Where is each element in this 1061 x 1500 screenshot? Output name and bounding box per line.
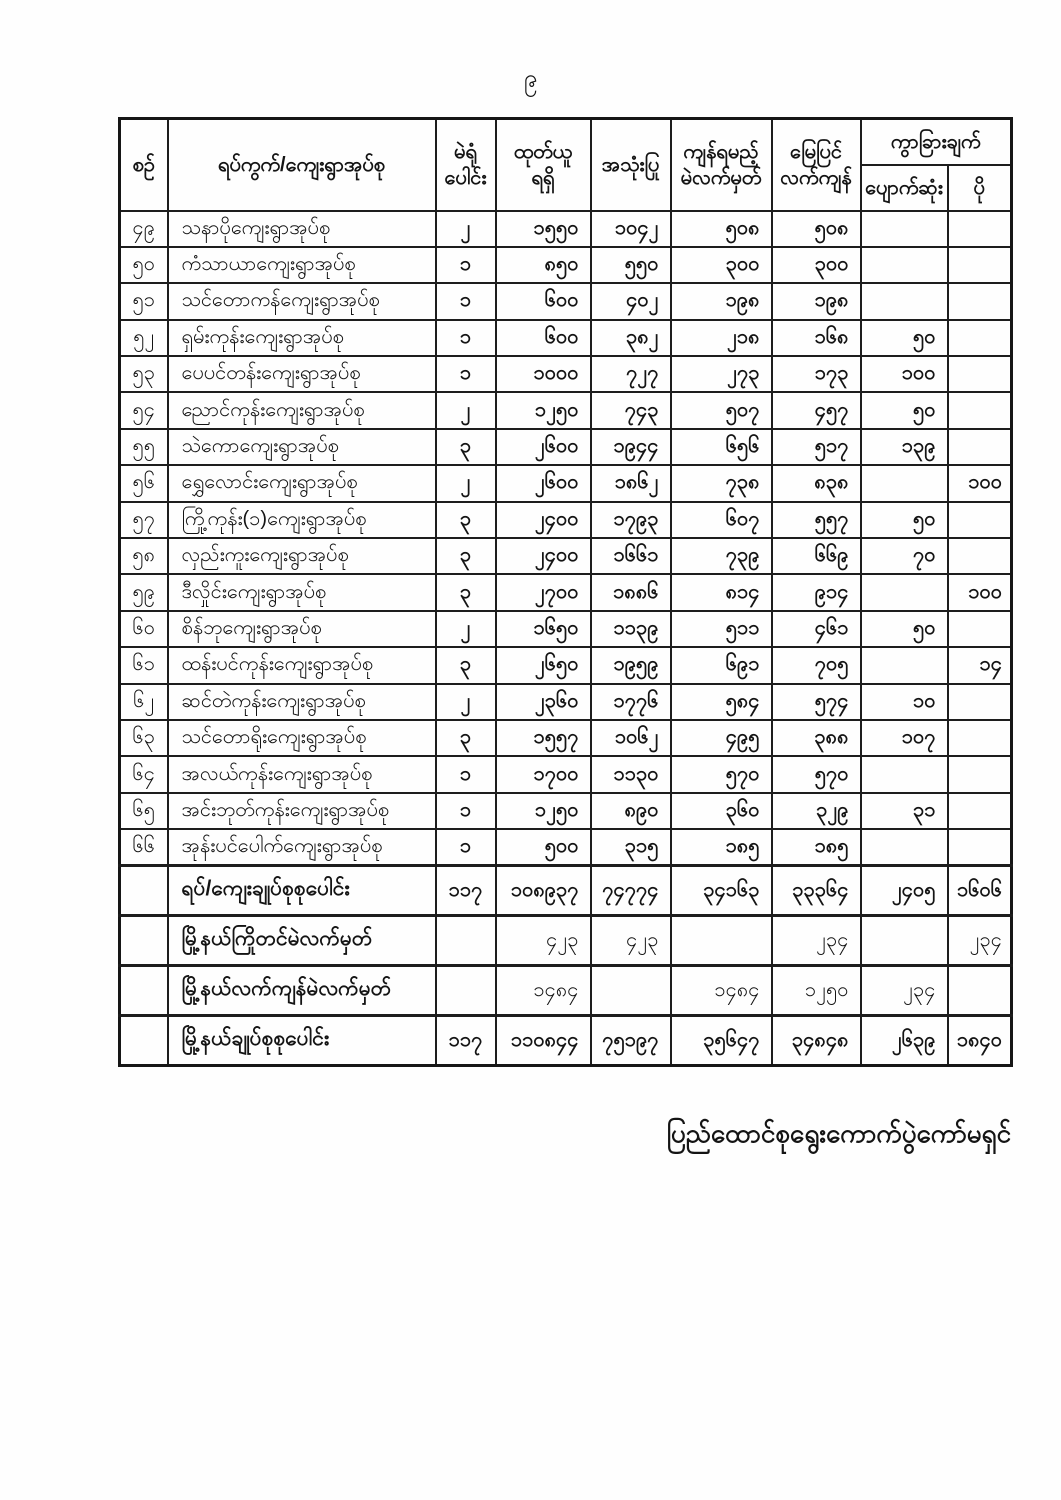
summary-label-cell: မြို့နယ်လက်ကျန်မဲလက်မှတ်	[168, 966, 436, 1016]
serial-no-cell: ၅၉	[120, 574, 168, 610]
summary-row	[120, 966, 1012, 1016]
table-row	[120, 356, 1012, 392]
table-body	[120, 211, 1012, 1066]
summary-label-cell: မြို့နယ်ချုပ်စုစုပေါင်း	[168, 1016, 436, 1066]
ballots-used-cell: ၃၁၅	[591, 829, 671, 865]
ballots-received-cell: ၁၆၅၀	[496, 611, 591, 647]
ballots-received-cell: ၆၀၀	[496, 320, 591, 356]
polling-stations-cell: ၂	[436, 211, 496, 247]
ground-balance-cell: ၃၂၉	[772, 793, 861, 829]
serial-no-cell: ၄၉	[120, 211, 168, 247]
village-tract-name-cell: ညောင်ကုန်းကျေးရွာအုပ်စု	[168, 392, 436, 428]
lost-cell: ၅၀	[861, 392, 948, 428]
extra-cell	[948, 392, 1012, 428]
lost-cell: ၁၃၉	[861, 429, 948, 465]
extra-cell	[948, 429, 1012, 465]
header-ballots-received-line2: ရရှိ	[531, 166, 555, 189]
ballots-received-cell: ၁၅၅၇	[496, 720, 591, 756]
ballots-remaining-total-cell: ၃၅၆၄၇	[671, 1016, 772, 1066]
serial-no-cell: ၅၃	[120, 356, 168, 392]
ballots-received-cell: ၁၂၅၀	[496, 392, 591, 428]
summary-row	[120, 916, 1012, 966]
serial-no-cell: ၅၈	[120, 538, 168, 574]
serial-no-cell: ၆၄	[120, 756, 168, 792]
header-polling-stations	[436, 119, 496, 211]
ballots-received-cell: ၁၀၀၀	[496, 356, 591, 392]
ground-balance-total-cell: ၁၂၅၀	[772, 966, 861, 1016]
ground-balance-cell: ၇၀၅	[772, 647, 861, 683]
table-row	[120, 684, 1012, 720]
polling-stations-cell: ၁	[436, 829, 496, 865]
polling-stations-cell: ၃	[436, 429, 496, 465]
ballots-used-cell: ၃၈၂	[591, 320, 671, 356]
table-row	[120, 211, 1012, 247]
ground-balance-cell: ၁၈၅	[772, 829, 861, 865]
village-tract-name-cell: အုန်းပင်ပေါက်ကျေးရွာအုပ်စု	[168, 829, 436, 865]
lost-cell: ၃၁	[861, 793, 948, 829]
ground-balance-cell: ၄၅၇	[772, 392, 861, 428]
extra-total-cell: ၁၈၄၀	[948, 1016, 1012, 1066]
ground-balance-total-cell: ၃၃၃၆၄	[772, 866, 861, 916]
lost-cell: ၇၀	[861, 538, 948, 574]
polling-stations-total-cell	[436, 916, 496, 966]
polling-stations-cell: ၂	[436, 611, 496, 647]
village-tract-name-cell: လှည်းကူးကျေးရွာအုပ်စု	[168, 538, 436, 574]
ground-balance-cell: ၄၆၁	[772, 611, 861, 647]
ballots-remaining-cell: ၆၅၆	[671, 429, 772, 465]
header-ballots-received	[496, 119, 591, 211]
summary-row	[120, 1016, 1012, 1066]
ground-balance-cell: ၃၀၀	[772, 247, 861, 283]
ballots-remaining-cell: ၂၇၃	[671, 356, 772, 392]
table-row	[120, 756, 1012, 792]
village-tract-name-cell: အင်းဘုတ်ကုန်းကျေးရွာအုပ်စု	[168, 793, 436, 829]
serial-no-cell: ၅၇	[120, 502, 168, 538]
table-row	[120, 283, 1012, 319]
serial-no-cell: ၆၁	[120, 647, 168, 683]
ballots-received-total-cell: ၄၂၃	[496, 916, 591, 966]
ground-balance-cell: ၁၉၈	[772, 283, 861, 319]
ballots-received-cell: ၁၂၅၀	[496, 793, 591, 829]
ballots-received-cell: ၂၄၀၀	[496, 502, 591, 538]
ballots-remaining-cell: ၅၀၇	[671, 392, 772, 428]
header-polling-stations-line1: မဲရုံ	[454, 140, 477, 163]
ground-balance-cell: ၈၃၈	[772, 465, 861, 501]
table-row	[120, 538, 1012, 574]
polling-stations-cell: ၂	[436, 392, 496, 428]
extra-cell: ၁၀၀	[948, 465, 1012, 501]
ballots-used-total-cell: ၇၄၇၇၄	[591, 866, 671, 916]
polling-stations-cell: ၃	[436, 574, 496, 610]
ballots-received-cell: ၅၀၀	[496, 829, 591, 865]
page-number: ၉	[523, 65, 538, 92]
ballots-used-cell: ၁၈၆၂	[591, 465, 671, 501]
ground-balance-cell: ၅၇၄	[772, 684, 861, 720]
ballots-remaining-cell: ၅၀၈	[671, 211, 772, 247]
ground-balance-cell: ၉၁၄	[772, 574, 861, 610]
polling-stations-cell: ၃	[436, 502, 496, 538]
ballots-received-cell: ၁၇၀၀	[496, 756, 591, 792]
ballots-received-cell: ၆၀၀	[496, 283, 591, 319]
polling-stations-cell: ၁	[436, 793, 496, 829]
village-tract-name-cell: ရွှေလောင်းကျေးရွာအုပ်စု	[168, 465, 436, 501]
polling-stations-cell: ၁	[436, 356, 496, 392]
lost-cell	[861, 756, 948, 792]
lost-cell: ၅၀	[861, 611, 948, 647]
ballots-received-cell: ၂၆၀၀	[496, 465, 591, 501]
extra-total-cell: ၁၆၀၆	[948, 866, 1012, 916]
ground-balance-cell: ၅၅၇	[772, 502, 861, 538]
extra-total-cell: ၂၃၄	[948, 916, 1012, 966]
ballots-used-cell: ၄၀၂	[591, 283, 671, 319]
ballots-remaining-cell: ၇၃၈	[671, 465, 772, 501]
serial-no-cell: ၅၆	[120, 465, 168, 501]
header-ballots-remaining-line1: ကျန်ရမည့်	[683, 140, 759, 163]
serial-no-cell: ၆၂	[120, 684, 168, 720]
signature-union-election-commission: ပြည်ထောင်စုရွေးကောက်ပွဲကော်မရှင်	[666, 1118, 1011, 1148]
ballots-used-total-cell	[591, 966, 671, 1016]
village-tract-name-cell: ဒီလှိုင်းကျေးရွာအုပ်စု	[168, 574, 436, 610]
ballots-received-cell: ၂၆၀၀	[496, 429, 591, 465]
village-tract-name-cell: ရှမ်းကုန်းကျေးရွာအုပ်စု	[168, 320, 436, 356]
ballots-remaining-cell: ၅၈၄	[671, 684, 772, 720]
extra-cell	[948, 829, 1012, 865]
header-ward-village-tract: ရပ်ကွက်/ကျေးရွာအုပ်စု	[168, 119, 436, 211]
village-tract-name-cell: ကြို့ကုန်း(၁)ကျေးရွာအုပ်စု	[168, 502, 436, 538]
ballots-used-cell: ၁၆၆၁	[591, 538, 671, 574]
ballots-used-cell: ၁၈၈၆	[591, 574, 671, 610]
polling-stations-total-cell: ၁၁၇	[436, 866, 496, 916]
ballots-received-cell: ၁၅၅၀	[496, 211, 591, 247]
table-row	[120, 320, 1012, 356]
serial-no-cell: ၆၃	[120, 720, 168, 756]
polling-stations-cell: ၁	[436, 283, 496, 319]
ballots-remaining-cell: ၆၀၇	[671, 502, 772, 538]
serial-no-cell: ၅၂	[120, 320, 168, 356]
lost-cell	[861, 647, 948, 683]
lost-total-cell: ၂၃၄	[861, 966, 948, 1016]
lost-total-cell: ၂၄၀၅	[861, 866, 948, 916]
ground-balance-total-cell: ၂၃၄	[772, 916, 861, 966]
ballots-remaining-cell: ၁၈၅	[671, 829, 772, 865]
ballots-remaining-cell: ၈၁၄	[671, 574, 772, 610]
header-ballots-remaining-line2: မဲလက်မှတ်	[680, 166, 762, 189]
header-polling-stations-line2: ပေါင်း	[444, 166, 487, 189]
table-row	[120, 829, 1012, 865]
header-difference: ကွာခြားချက်	[861, 119, 1012, 165]
table-row	[120, 502, 1012, 538]
polling-stations-cell: ၂	[436, 684, 496, 720]
ballots-received-total-cell: ၁၁၀၈၄၄	[496, 1016, 591, 1066]
ballots-received-cell: ၈၅၀	[496, 247, 591, 283]
header-extra: ပို	[948, 165, 1012, 211]
polling-stations-total-cell: ၁၁၇	[436, 1016, 496, 1066]
village-tract-name-cell: သင်တောကန်ကျေးရွာအုပ်စု	[168, 283, 436, 319]
table-row	[120, 647, 1012, 683]
table-row	[120, 793, 1012, 829]
lost-cell	[861, 574, 948, 610]
village-tract-name-cell: စိန်ဘုကျေးရွာအုပ်စု	[168, 611, 436, 647]
ballots-received-total-cell: ၁၀၈၉၃၇	[496, 866, 591, 916]
ballots-remaining-cell: ၁၉၈	[671, 283, 772, 319]
serial-no-cell	[120, 866, 168, 916]
ballots-used-cell: ၇၄၃	[591, 392, 671, 428]
header-ballots-received-line1: ထုတ်ယူ	[513, 140, 573, 163]
extra-cell: ၁၄	[948, 647, 1012, 683]
serial-no-cell: ၅၅	[120, 429, 168, 465]
ballots-remaining-cell: ၆၉၁	[671, 647, 772, 683]
summary-row	[120, 866, 1012, 916]
ballots-remaining-total-cell: ၁၄၈၄	[671, 966, 772, 1016]
village-tract-name-cell: ဆင်တဲကုန်းကျေးရွာအုပ်စု	[168, 684, 436, 720]
ballots-remaining-cell: ၃၀၀	[671, 247, 772, 283]
table-row	[120, 465, 1012, 501]
lost-total-cell	[861, 916, 948, 966]
ground-balance-cell: ၅၀၈	[772, 211, 861, 247]
lost-cell	[861, 465, 948, 501]
extra-cell: ၁၀၀	[948, 574, 1012, 610]
lost-cell	[861, 829, 948, 865]
table-row	[120, 429, 1012, 465]
ballots-remaining-cell: ၅၁၁	[671, 611, 772, 647]
extra-cell	[948, 720, 1012, 756]
header-ground-balance-line2: လက်ကျန်	[780, 166, 852, 189]
village-tract-name-cell: ပေပင်တန်းကျေးရွာအုပ်စု	[168, 356, 436, 392]
ballots-received-cell: ၂၃၆၀	[496, 684, 591, 720]
ballots-used-total-cell: ၄၂၃	[591, 916, 671, 966]
header-ballots-remaining	[671, 119, 772, 211]
ballots-used-cell: ၁၇၇၆	[591, 684, 671, 720]
ground-balance-total-cell: ၃၄၈၄၈	[772, 1016, 861, 1066]
ballots-used-cell: ၁၁၃၉	[591, 611, 671, 647]
polling-stations-cell: ၃	[436, 720, 496, 756]
village-tract-name-cell: သနာပိုကျေးရွာအုပ်စု	[168, 211, 436, 247]
ballots-used-cell: ၁၁၃၀	[591, 756, 671, 792]
polling-stations-total-cell	[436, 966, 496, 1016]
village-tract-name-cell: သဲကောကျေးရွာအုပ်စု	[168, 429, 436, 465]
ballots-remaining-cell: ၅၇၀	[671, 756, 772, 792]
extra-cell	[948, 247, 1012, 283]
ballots-used-cell: ၁၉၅၉	[591, 647, 671, 683]
ballots-used-cell: ၁၀၄၂	[591, 211, 671, 247]
ballot-accounting-table	[118, 117, 1013, 1067]
ground-balance-cell: ၁၇၃	[772, 356, 861, 392]
extra-cell	[948, 283, 1012, 319]
ballots-received-total-cell: ၁၄၈၄	[496, 966, 591, 1016]
ballots-used-cell: ၇၂၇	[591, 356, 671, 392]
polling-stations-cell: ၁	[436, 320, 496, 356]
header-ballots-used: အသုံးပြု	[591, 119, 671, 211]
ballots-used-cell: ၁၉၄၄	[591, 429, 671, 465]
header-ground-balance	[772, 119, 861, 211]
lost-cell	[861, 247, 948, 283]
table-row	[120, 392, 1012, 428]
extra-cell	[948, 356, 1012, 392]
serial-no-cell	[120, 916, 168, 966]
extra-cell	[948, 502, 1012, 538]
ballots-used-cell: ၁၀၆၂	[591, 720, 671, 756]
table-row	[120, 247, 1012, 283]
table-header	[120, 119, 1012, 211]
serial-no-cell: ၆၆	[120, 829, 168, 865]
extra-cell	[948, 320, 1012, 356]
extra-cell	[948, 211, 1012, 247]
polling-stations-cell: ၃	[436, 647, 496, 683]
extra-cell	[948, 793, 1012, 829]
ballots-remaining-cell: ၂၁၈	[671, 320, 772, 356]
ballots-remaining-total-cell	[671, 916, 772, 966]
header-serial-no: စဉ်	[120, 119, 168, 211]
ballots-remaining-total-cell: ၃၄၁၆၃	[671, 866, 772, 916]
lost-cell: ၅၀	[861, 502, 948, 538]
lost-cell: ၁၀၀	[861, 356, 948, 392]
ballots-used-cell: ၁၇၉၃	[591, 502, 671, 538]
header-ground-balance-line1: မြေပြင်	[790, 140, 842, 163]
extra-cell	[948, 611, 1012, 647]
ballots-received-cell: ၂၇၀၀	[496, 574, 591, 610]
ground-balance-cell: ၅၇၀	[772, 756, 861, 792]
lost-cell: ၅၀	[861, 320, 948, 356]
ballots-received-cell: ၂၆၅၀	[496, 647, 591, 683]
village-tract-name-cell: အလယ်ကုန်းကျေးရွာအုပ်စု	[168, 756, 436, 792]
extra-cell	[948, 756, 1012, 792]
serial-no-cell: ၅၄	[120, 392, 168, 428]
serial-no-cell: ၆၅	[120, 793, 168, 829]
ground-balance-cell: ၆၆၉	[772, 538, 861, 574]
ballot-accounting-table-wrap	[118, 117, 1013, 1067]
table-row	[120, 574, 1012, 610]
table-row	[120, 611, 1012, 647]
village-tract-name-cell: ကံသာယာကျေးရွာအုပ်စု	[168, 247, 436, 283]
lost-cell: ၁၀၇	[861, 720, 948, 756]
lost-cell	[861, 283, 948, 319]
serial-no-cell: ၆၀	[120, 611, 168, 647]
ground-balance-cell: ၁၆၈	[772, 320, 861, 356]
village-tract-name-cell: သင်တောရိုးကျေးရွာအုပ်စု	[168, 720, 436, 756]
polling-stations-cell: ၃	[436, 538, 496, 574]
ballots-remaining-cell: ၇၃၉	[671, 538, 772, 574]
header-lost: ပျောက်ဆုံး	[861, 165, 948, 211]
table-row	[120, 720, 1012, 756]
ballots-received-cell: ၂၄၀၀	[496, 538, 591, 574]
serial-no-cell: ၅၀	[120, 247, 168, 283]
lost-cell	[861, 211, 948, 247]
polling-stations-cell: ၁	[436, 247, 496, 283]
ballots-remaining-cell: ၃၆၀	[671, 793, 772, 829]
ballots-remaining-cell: ၄၉၅	[671, 720, 772, 756]
polling-stations-cell: ၁	[436, 756, 496, 792]
extra-cell	[948, 684, 1012, 720]
ballots-used-cell: ၈၉၀	[591, 793, 671, 829]
ground-balance-cell: ၅၁၇	[772, 429, 861, 465]
serial-no-cell	[120, 1016, 168, 1066]
serial-no-cell	[120, 966, 168, 1016]
extra-total-cell	[948, 966, 1012, 1016]
lost-cell: ၁၀	[861, 684, 948, 720]
lost-total-cell: ၂၆၃၉	[861, 1016, 948, 1066]
summary-label-cell: မြို့နယ်ကြိုတင်မဲလက်မှတ်	[168, 916, 436, 966]
summary-label-cell: ရပ်/ကျေးချုပ်စုစုပေါင်း	[168, 866, 436, 916]
ballots-used-cell: ၅၅၀	[591, 247, 671, 283]
serial-no-cell: ၅၁	[120, 283, 168, 319]
village-tract-name-cell: ထန်းပင်ကုန်းကျေးရွာအုပ်စု	[168, 647, 436, 683]
ground-balance-cell: ၃၈၈	[772, 720, 861, 756]
polling-stations-cell: ၂	[436, 465, 496, 501]
extra-cell	[948, 538, 1012, 574]
ballots-used-total-cell: ၇၅၁၉၇	[591, 1016, 671, 1066]
